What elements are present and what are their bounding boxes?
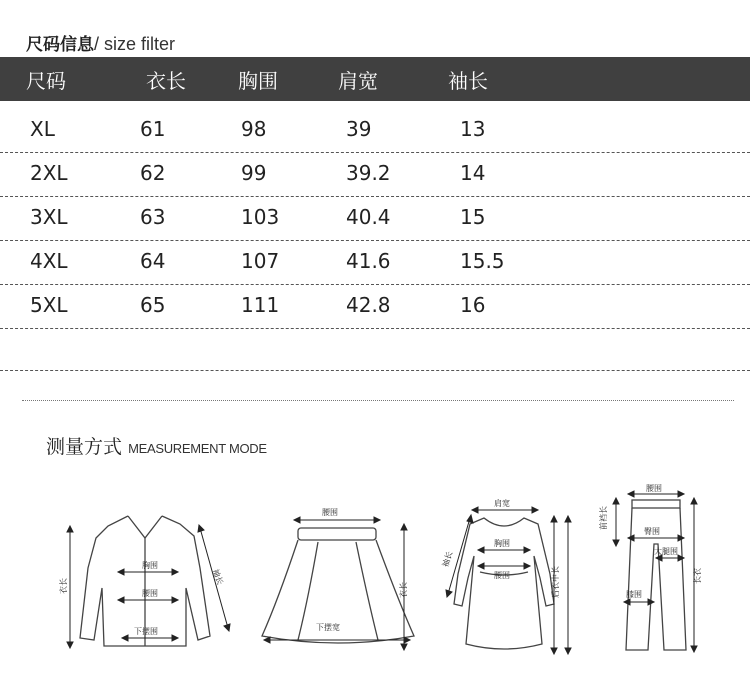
header-size: 尺码 — [26, 69, 66, 93]
header-sleeve: 袖长 — [448, 69, 488, 93]
cell-shoulder: 39.2 — [346, 161, 391, 185]
shirt-waist-label: 腰围 — [142, 589, 158, 598]
pants-diagram — [596, 484, 706, 659]
cell-sleeve: 15.5 — [460, 249, 505, 273]
table-row — [0, 108, 750, 152]
measurement-title — [46, 432, 267, 459]
dress-bust-label: 胸围 — [494, 539, 510, 548]
cell-sleeve: 14 — [460, 161, 486, 185]
row-divider — [0, 370, 750, 371]
pants-length-label: 长衣 — [693, 568, 702, 584]
cell-length: 61 — [140, 117, 166, 141]
pants-waist-label: 腰围 — [646, 484, 662, 493]
cell-size: 3XL — [30, 205, 68, 229]
cell-bust: 111 — [241, 293, 280, 317]
table-row — [0, 196, 750, 240]
row-divider — [0, 328, 750, 329]
dress-sleeve-label: 袖长 — [440, 550, 455, 569]
table-row — [0, 240, 750, 284]
shirt-hem-label: 下摆围 — [134, 627, 158, 636]
shirt-diagram — [58, 508, 238, 658]
cell-length: 65 — [140, 293, 166, 317]
skirt-length-label: 衣长 — [399, 582, 408, 598]
shirt-sleeve-label: 袖长 — [210, 567, 225, 586]
header-shoulder: 肩宽 — [338, 69, 378, 93]
pants-thigh-label: 大腿围 — [654, 547, 678, 556]
cell-size: 2XL — [30, 161, 68, 185]
cell-shoulder: 40.4 — [346, 205, 391, 229]
skirt-waist-label: 腰围 — [322, 508, 338, 517]
dress-shoulder-label: 肩宽 — [494, 499, 510, 508]
shirt-length-label: 衣长 — [59, 578, 68, 594]
cell-shoulder: 41.6 — [346, 249, 391, 273]
cell-sleeve: 16 — [460, 293, 486, 317]
skirt-diagram — [258, 500, 418, 660]
cell-length: 64 — [140, 249, 166, 273]
cell-shoulder: 42.8 — [346, 293, 391, 317]
cell-bust: 107 — [241, 249, 280, 273]
header-bust: 胸围 — [238, 69, 278, 93]
cell-size: XL — [30, 117, 55, 141]
dress-length-label: 后衣中长 — [551, 566, 560, 598]
size-info-title — [26, 30, 175, 55]
skirt-hem-label: 下摆宽 — [316, 623, 340, 632]
shirt-bust-label: 胸围 — [142, 561, 158, 570]
cell-size: 4XL — [30, 249, 68, 273]
pants-rise-label: 前裆长 — [599, 506, 608, 530]
size-info-title-en: / size filter — [94, 34, 176, 54]
dress-diagram — [436, 494, 576, 664]
dress-waist-label: 腰围 — [494, 571, 510, 580]
section-divider — [22, 400, 734, 401]
cell-size: 5XL — [30, 293, 68, 317]
cell-shoulder: 39 — [346, 117, 372, 141]
cell-length: 63 — [140, 205, 166, 229]
table-row — [0, 152, 750, 196]
cell-bust: 103 — [241, 205, 280, 229]
pants-knee-label: 膝围 — [626, 590, 642, 599]
pants-hip-label: 臀围 — [644, 527, 660, 536]
table-row — [0, 284, 750, 328]
cell-sleeve: 13 — [460, 117, 486, 141]
measurement-title-en: MEASUREMENT MODE — [128, 441, 267, 456]
header-length: 衣长 — [146, 69, 186, 93]
measurement-title-cn: 测量方式 — [46, 436, 123, 458]
size-info-title-cn: 尺码信息 — [26, 35, 94, 55]
cell-bust: 99 — [241, 161, 267, 185]
size-table-header — [0, 57, 750, 101]
cell-length: 62 — [140, 161, 166, 185]
cell-sleeve: 15 — [460, 205, 486, 229]
cell-bust: 98 — [241, 117, 267, 141]
